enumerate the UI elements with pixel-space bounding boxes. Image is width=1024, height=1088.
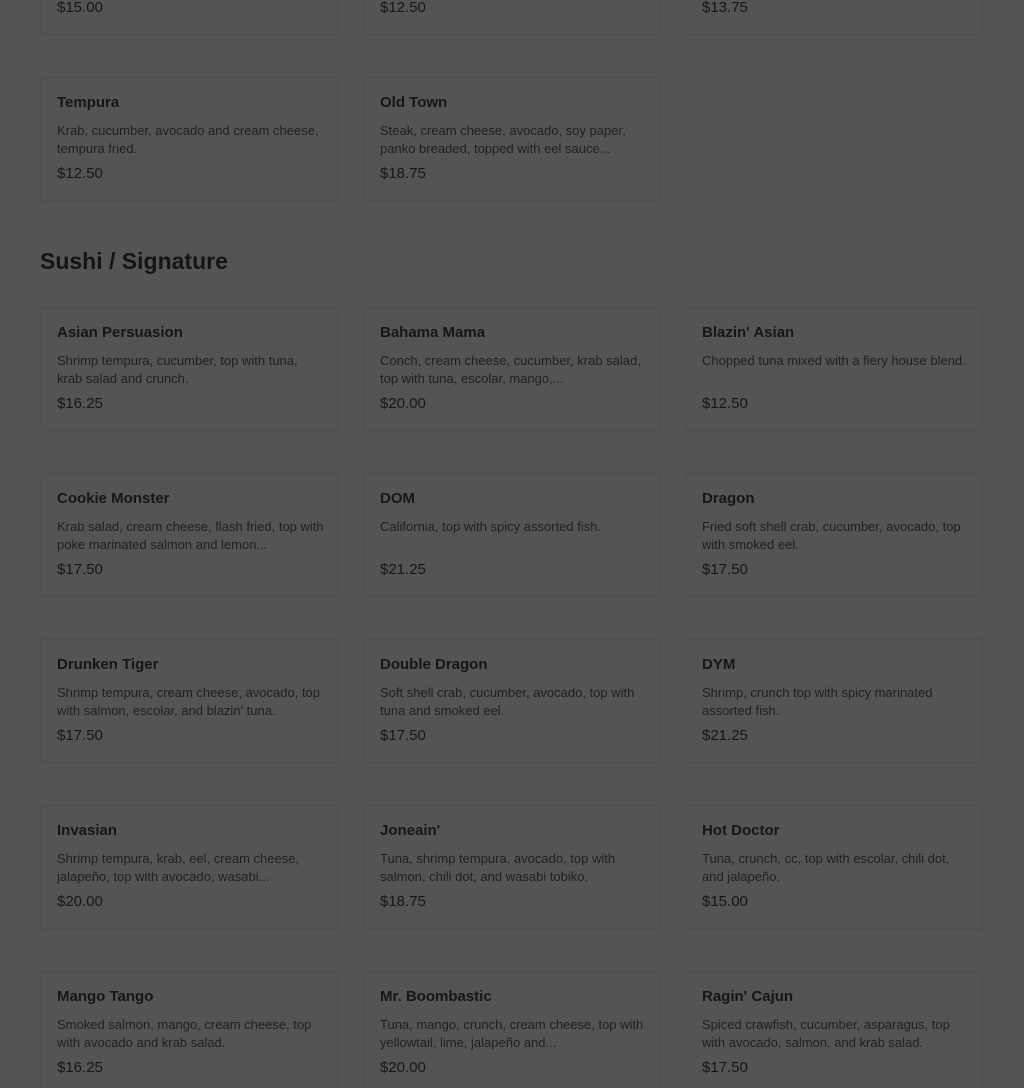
item-name: Dragon — [702, 490, 755, 507]
item-price: $20.00 — [380, 1059, 426, 1076]
menu-item-card[interactable] — [40, 0, 338, 35]
menu-item-card[interactable] — [40, 639, 338, 763]
item-name: Old Town — [380, 94, 448, 111]
menu-item-card[interactable] — [685, 0, 983, 35]
item-price: $21.25 — [702, 727, 748, 744]
section-title: Sushi / Signature — [40, 248, 228, 274]
item-description: California, top with spicy assorted fish. — [380, 519, 602, 534]
item-price: $12.50 — [702, 395, 748, 412]
item-name: Invasian — [57, 822, 118, 839]
item-price: $17.50 — [380, 727, 426, 744]
item-description: Conch, cream cheese, cucumber, krab salad, top with tuna, escolar, mango,... — [380, 353, 641, 386]
menu-item-card[interactable] — [363, 307, 661, 431]
item-price: $20.00 — [380, 395, 426, 412]
item-price: $17.50 — [702, 1059, 748, 1076]
menu-item-card[interactable] — [363, 971, 661, 1088]
item-name: Asian Persuasion — [57, 324, 183, 341]
menu-item-card[interactable] — [363, 639, 661, 763]
item-name: Mr. Boombastic — [380, 988, 492, 1005]
menu-item-card[interactable] — [40, 307, 338, 431]
menu-item-card[interactable] — [40, 971, 338, 1088]
item-name: Blazin' Asian — [702, 324, 795, 341]
item-name: Joneain' — [380, 822, 441, 839]
item-name: Hot Doctor — [702, 822, 780, 839]
item-name: Mango Tango — [57, 988, 154, 1005]
menu-item-card[interactable] — [40, 473, 338, 597]
item-description: Shrimp tempura, cream cheese, avocado, top with salmon, escolar, and blazin' tuna. — [57, 685, 321, 718]
item-description: Shrimp tempura, cucumber, top with tuna, krab salad and crunch. — [57, 353, 298, 386]
item-price: $16.25 — [57, 395, 103, 412]
item-name: DOM — [380, 490, 415, 507]
item-price: $18.75 — [380, 165, 426, 182]
menu-item-card[interactable] — [685, 473, 983, 597]
menu-item-card[interactable] — [685, 307, 983, 431]
item-description: Tuna, shrimp tempura, avocado, top with salmon, chili dot, and wasabi tobiko. — [380, 851, 616, 884]
item-price: $21.25 — [380, 561, 426, 578]
item-description: Soft shell crab, cucumber, avocado, top with tuna and smoked eel. — [380, 685, 635, 718]
item-description: Shrimp, crunch top with spicy marinated assorted fish. — [702, 685, 933, 718]
item-name: Bahama Mama — [380, 324, 486, 341]
item-name: Double Dragon — [380, 656, 488, 673]
item-description: Shrimp tempura, krab, eel, cream cheese, jalapeño, top with avocado, wasabi... — [57, 851, 300, 884]
item-description: Krab, cucumber, avocado and cream cheese, tempura fried. — [57, 123, 319, 156]
item-description: Spiced crawfish, cucumber, asparagus, top with avocado, salmon, and krab salad. — [702, 1017, 950, 1050]
menu-item-card[interactable] — [363, 77, 661, 201]
menu-item-card[interactable] — [363, 0, 661, 35]
item-price: $15.00 — [702, 893, 748, 910]
item-description: Steak, cream cheese, avocado, soy paper, panko breaded, topped with eel sauce... — [380, 123, 626, 156]
menu-item-card[interactable] — [685, 971, 983, 1088]
item-description: Tuna, mango, crunch, cream cheese, top with yellowtail, lime, jalapeño and... — [380, 1017, 644, 1050]
item-name: Tempura — [57, 94, 120, 111]
item-price: $16.25 — [57, 1059, 103, 1076]
menu-item-card[interactable] — [685, 805, 983, 929]
item-price: $20.00 — [57, 893, 103, 910]
item-name: Drunken Tiger — [57, 656, 159, 673]
item-price: $12.50 — [380, 0, 426, 16]
item-name: Cookie Monster — [57, 490, 170, 507]
item-price: $18.75 — [380, 893, 426, 910]
item-description: Chopped tuna mixed with a fiery house blend. — [702, 353, 966, 368]
item-price: $15.00 — [57, 0, 103, 16]
item-price: $17.50 — [702, 561, 748, 578]
item-price: $17.50 — [57, 727, 103, 744]
item-price: $17.50 — [57, 561, 103, 578]
item-name: Ragin' Cajun — [702, 988, 794, 1005]
menu-item-card[interactable] — [363, 805, 661, 929]
item-name: DYM — [702, 656, 736, 673]
item-description: Krab salad, cream cheese, flash fried, top with poke marinated salmon and lemon... — [57, 519, 324, 552]
menu-item-card[interactable] — [685, 639, 983, 763]
menu-item-card[interactable] — [363, 473, 661, 597]
menu-item-card[interactable] — [40, 77, 338, 201]
item-description: Tuna, crunch, cc, top with escolar, chili dot, and jalapeño. — [702, 851, 950, 884]
item-price: $12.50 — [57, 165, 103, 182]
item-description: Fried soft shell crab, cucumber, avocado, top with smoked eel. — [702, 519, 961, 552]
menu-item-card[interactable] — [40, 805, 338, 929]
item-description: Smoked salmon, mango, cream cheese, top with avocado and krab salad. — [57, 1017, 312, 1050]
item-price: $13.75 — [702, 0, 748, 16]
